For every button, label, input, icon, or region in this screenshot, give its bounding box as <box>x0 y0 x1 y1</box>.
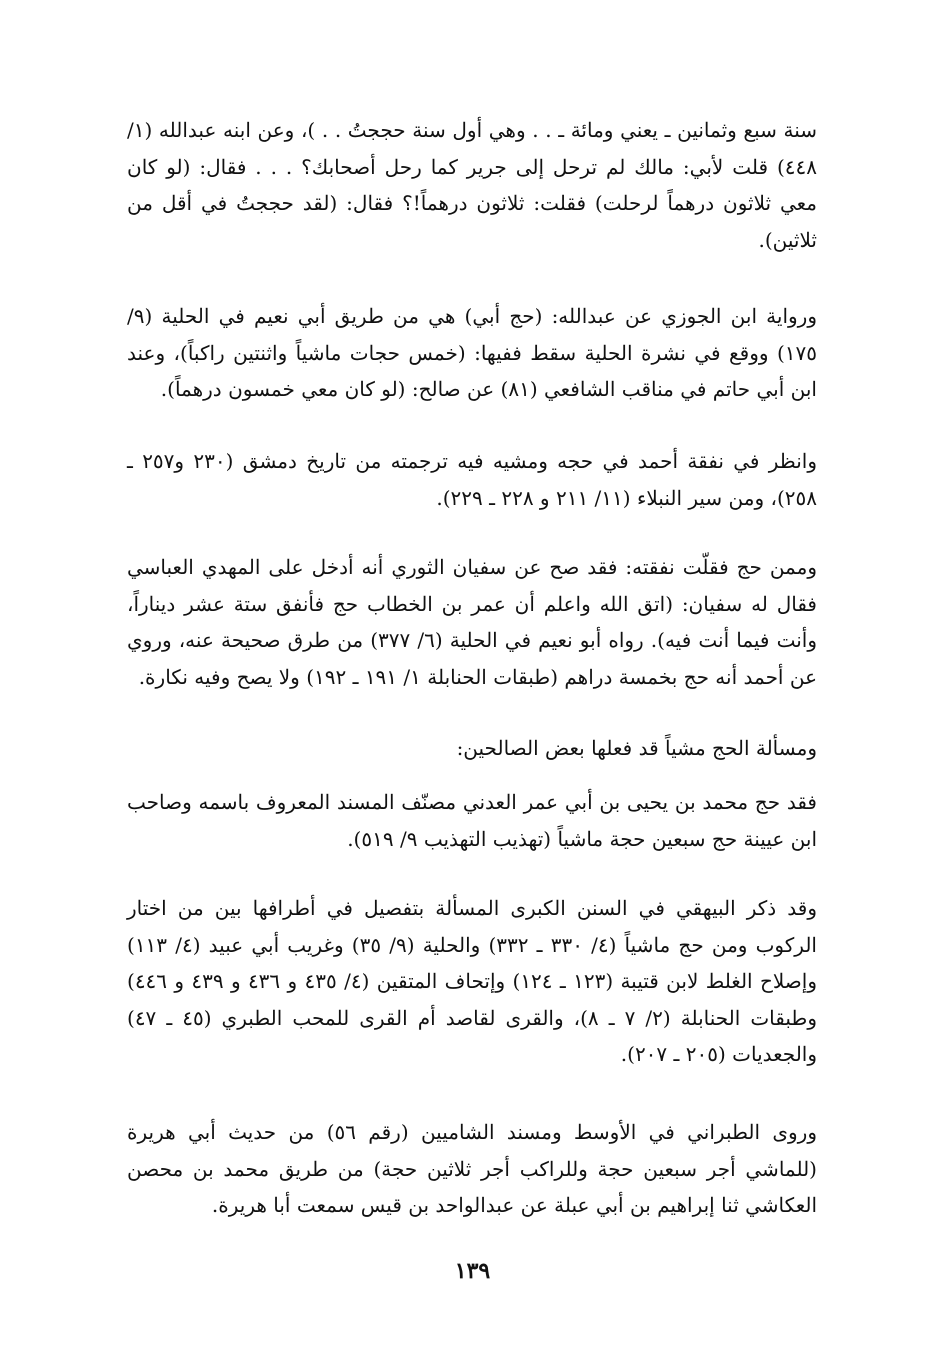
paragraph-ibn-aljawzi-narration: ورواية ابن الجوزي عن عبدالله: (حج أبي) هي من طريق أبي نعيم في الحلية (٩/ ١٧٥) ووقع في نشرة الحلية سقط ففيها: (خمس حجات ماشياً واثنتين راكباً)، وعند ابن أبي حاتم في مناقب الشافعي (٨١) عن صالح: (لو كان معي خمسون درهماً). <box>127 304 817 401</box>
paragraph-tarikh-dimashq-reference: وانظر في نفقة أحمد في حجه ومشيه فيه ترجمته من تاريخ دمشق (٢٣٠ و٢٥٧ ـ ٢٥٨)، ومن سير النبلاء (١١/ ٢١١ و ٢٢٨ ـ ٢٢٩). <box>127 449 817 510</box>
paragraph-muhammad-ibn-yahya: فقد حج محمد بن يحيى بن أبي عمر العدني مصنّف المسند المعروف باسمه وصاحب ابن عيينة حج سبعين حجة ماشياً (تهذيب التهذيب ٩/ ٥١٩). <box>127 790 817 851</box>
paragraph-bayhaqi-references: وقد ذكر البيهقي في السنن الكبرى المسألة بتفصيل في أطرافها بين من اختار الركوب ومن حج ماشياً (٤/ ٣٣٠ ـ ٣٣٢) والحلية (٩/ ٣٥) وغريب أبي عبيد (٤/ ١١٣) وإصلاح الغلط لابن قتيبة (١٢٣ ـ ١٢٤) وإتحاف المتقين (٤/ ٤٣٥ و ٤٣٦ و ٤٣٩ و ٤٤٦) وطبقات الحنابلة (٢/ ٧ ـ ٨)، والقرى لقاصد أم القرى للمحب الطبري (٤٥ ـ ٤٧) والجعديات (٢٠٥ ـ ٢٠٧). <box>127 896 818 1066</box>
paragraph-ahmad-hajj-money: سنة سبع وثمانين ـ يعني ومائة ـ . . وهي أول سنة حججتُ . . )، وعن ابنه عبدالله (١/ ٤٤٨) قلت لأبي: مالك لم ترحل إلى جرير كما رحل أصحابك؟ . . . فقال: (لو كان معي ثلاثون درهماً لرحلت) فقلت: ثلاثون درهماً!؟ فقال: (لقد حججتُ في أقل من ثلاثين). <box>127 118 817 252</box>
paragraph-tabarani-hadith: وروى الطبراني في الأوسط ومسند الشاميين (رقم ٥٦) من حديث أبي هريرة (للماشي أجر سبعين حجة وللراكب أجر ثلاثين حجة) من طريق محمد بن محصن العكاشي ثنا إبراهيم بن أبي عبلة عن عبدالواحد بن قيس سمعت أبا هريرة. <box>127 1120 817 1217</box>
page-number: ١٣٩ <box>454 1258 491 1284</box>
paragraph-sufyan-althawri: وممن حج فقلّت نفقته: فقد صح عن سفيان الثوري أنه أدخل على المهدي العباسي فقال له سفيان: (اتق الله واعلم أن عمر بن الخطاب حج فأنفق ستة عشر ديناراً، وأنت فيما أنت فيه). رواه أبو نعيم في الحلية (٦/ ٣٧٧) من طرق صحيحة عنه، وروي عن أحمد أنه حج بخمسة دراهم (طبقات الحنابلة ١/ ١٩١ ـ ١٩٢) ولا يصح وفيه نكارة. <box>127 555 817 689</box>
paragraph-walking-hajj-heading: ومسألة الحج مشياً قد فعلها بعض الصالحين: <box>456 736 817 760</box>
